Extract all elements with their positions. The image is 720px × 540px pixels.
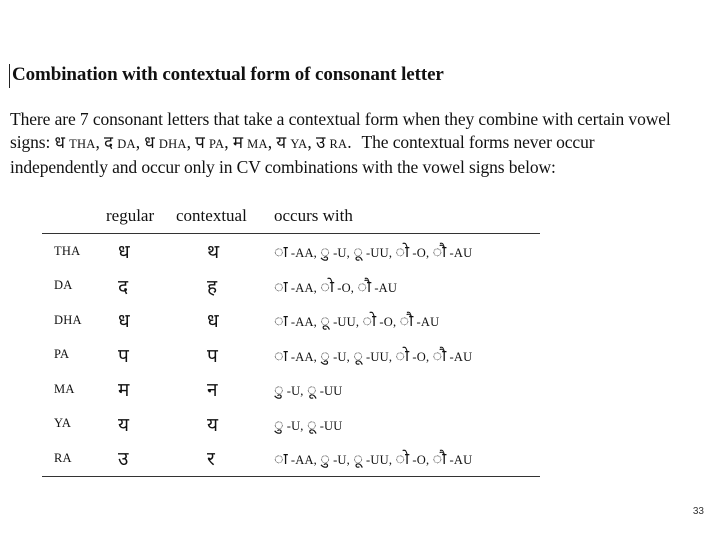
letter-item bbox=[55, 132, 100, 152]
letter-item bbox=[140, 132, 191, 152]
contextual-form: ह bbox=[207, 276, 218, 298]
vowel-sign-item bbox=[353, 453, 392, 467]
letter-separator: , bbox=[307, 132, 312, 152]
consonant-name: PA bbox=[54, 347, 70, 362]
vowel-sign: ौ bbox=[432, 244, 447, 262]
vowel-sign-item bbox=[433, 246, 473, 260]
letter-name: YA bbox=[290, 137, 308, 151]
vowel-sign: ु bbox=[320, 451, 331, 469]
vowel-sign: ू bbox=[306, 416, 317, 434]
occurs-with bbox=[274, 441, 540, 476]
table-row bbox=[42, 338, 540, 373]
vowel-sign: ा bbox=[274, 451, 288, 469]
occurs-with bbox=[274, 407, 540, 442]
consonant-name: MA bbox=[54, 381, 75, 396]
signs-prefix: signs: bbox=[10, 132, 51, 152]
vowel-sign-item bbox=[400, 315, 440, 329]
table-row bbox=[42, 407, 540, 442]
vowel-sign-item bbox=[395, 347, 430, 365]
vowel-sign-label: -AU bbox=[374, 280, 398, 295]
contextual-form: य bbox=[207, 414, 219, 436]
letter-item bbox=[229, 132, 272, 152]
regular-form: य bbox=[118, 414, 130, 436]
vowel-sign-label: -AU bbox=[449, 349, 473, 364]
vowel-sign: ौ bbox=[399, 313, 414, 331]
vowel-sign: ा bbox=[274, 278, 288, 296]
contextual-form: न bbox=[207, 380, 218, 402]
vowel-sign: ो bbox=[395, 244, 410, 262]
vowel-sign-label: -UU, bbox=[366, 246, 393, 261]
vowel-sign-item bbox=[396, 246, 430, 260]
letter-item bbox=[191, 132, 229, 152]
slide-title: Combination with contextual form of consonant letter bbox=[12, 64, 444, 85]
vowel-sign-label: -AU bbox=[449, 246, 473, 261]
vowel-sign-item bbox=[306, 416, 343, 434]
letter-glyph: ध bbox=[144, 133, 155, 152]
vowel-sign-label: -AA, bbox=[290, 349, 318, 364]
table-row bbox=[42, 269, 540, 304]
vowel-sign: ा bbox=[274, 313, 288, 331]
vowel-sign-label: -AA, bbox=[290, 246, 318, 261]
contextual-form: ध bbox=[207, 311, 219, 333]
vowel-sign-label: -U, bbox=[333, 453, 350, 468]
vowel-sign: ौ bbox=[432, 347, 447, 365]
letter-name: MA bbox=[247, 137, 268, 151]
contextual-form: र bbox=[207, 449, 215, 471]
vowel-sign-item bbox=[320, 453, 350, 467]
letter-separator: , bbox=[186, 132, 191, 152]
vowel-sign-item bbox=[274, 384, 304, 398]
table-header-row bbox=[42, 206, 540, 234]
vowel-sign-label: -AU bbox=[416, 315, 440, 330]
contextual-form: प bbox=[207, 345, 218, 367]
vowel-sign-item bbox=[320, 315, 359, 329]
vowel-sign: ु bbox=[320, 347, 331, 365]
title-rule bbox=[9, 64, 10, 88]
intro-paragraph bbox=[10, 108, 716, 179]
vowel-sign-label: -O, bbox=[337, 280, 355, 295]
regular-form: ध bbox=[118, 242, 130, 264]
occurs-with bbox=[274, 234, 540, 269]
intro-line-3: independently and occur only in CV combinations with the vowel signs below: bbox=[10, 157, 556, 177]
vowel-sign: ौ bbox=[357, 278, 372, 296]
contextual-form: थ bbox=[207, 242, 220, 264]
vowel-sign: ू bbox=[306, 382, 317, 400]
vowel-sign: ो bbox=[320, 278, 335, 296]
letter-list bbox=[55, 132, 352, 152]
table-row bbox=[42, 372, 540, 407]
header-occurs-with: occurs with bbox=[274, 206, 353, 225]
vowel-sign-item bbox=[274, 315, 317, 329]
regular-form: ध bbox=[118, 311, 130, 333]
table-body bbox=[42, 234, 540, 477]
vowel-sign: ू bbox=[353, 244, 364, 262]
vowel-sign-label: -O, bbox=[412, 246, 430, 261]
header-regular: regular bbox=[106, 206, 155, 225]
vowel-sign: ो bbox=[395, 347, 410, 365]
vowel-sign-label: -O, bbox=[412, 453, 430, 468]
vowel-sign: ु bbox=[274, 382, 284, 400]
vowel-sign-item bbox=[363, 315, 397, 329]
table-row bbox=[42, 234, 540, 269]
occurs-with bbox=[274, 303, 540, 338]
vowel-sign-label: -UU, bbox=[366, 349, 393, 364]
letter-separator: , bbox=[267, 132, 272, 152]
vowel-sign-item bbox=[274, 278, 318, 296]
vowel-sign-label: -AA, bbox=[290, 453, 318, 468]
letter-item bbox=[272, 132, 312, 152]
letter-name: PA bbox=[209, 137, 225, 151]
letter-item bbox=[100, 132, 140, 152]
letter-glyph: द bbox=[104, 133, 113, 152]
occurs-with bbox=[274, 269, 540, 304]
header-name bbox=[42, 206, 106, 234]
vowel-sign: ु bbox=[274, 416, 284, 434]
letter-glyph: ध bbox=[54, 133, 65, 152]
letter-glyph: प bbox=[195, 133, 205, 152]
vowel-sign: ा bbox=[274, 347, 288, 365]
consonant-name: YA bbox=[54, 416, 72, 431]
letter-glyph: य bbox=[276, 133, 287, 152]
vowel-sign-item bbox=[396, 453, 430, 467]
consonant-table bbox=[42, 206, 540, 477]
vowel-sign-label: -AU bbox=[449, 453, 473, 468]
vowel-sign-label: -U, bbox=[286, 384, 304, 399]
consonant-name: DHA bbox=[54, 312, 82, 327]
letter-glyph: म bbox=[232, 133, 243, 152]
vowel-sign: ू bbox=[353, 347, 364, 365]
vowel-sign-label: -U, bbox=[333, 349, 350, 364]
vowel-sign-label: -AA, bbox=[290, 315, 318, 330]
vowel-sign-item bbox=[274, 453, 317, 467]
table-row bbox=[42, 441, 540, 476]
vowel-sign-item bbox=[320, 347, 350, 365]
vowel-sign: ो bbox=[395, 451, 410, 469]
regular-form: उ bbox=[118, 449, 129, 471]
consonant-name: DA bbox=[54, 278, 73, 293]
vowel-sign-label: -UU bbox=[319, 384, 343, 399]
vowel-sign-item bbox=[274, 416, 304, 434]
intro-line-1: There are 7 consonant letters that take a contextual form when they combine with certain vowel bbox=[10, 109, 671, 129]
vowel-sign: ो bbox=[362, 313, 377, 331]
intro-line-2-tail: The contextual forms never occur bbox=[361, 132, 595, 152]
letter-item bbox=[312, 132, 352, 152]
vowel-sign-label: -UU, bbox=[366, 453, 393, 468]
table-row bbox=[42, 303, 540, 338]
consonant-name: RA bbox=[54, 450, 72, 465]
regular-form: म bbox=[118, 380, 130, 402]
vowel-sign-item bbox=[357, 278, 398, 296]
vowel-sign: ु bbox=[320, 244, 331, 262]
vowel-sign-label: -U, bbox=[333, 246, 350, 261]
regular-form: प bbox=[118, 345, 129, 367]
letter-separator: . bbox=[347, 132, 352, 152]
vowel-sign: ू bbox=[320, 313, 331, 331]
consonant-name: THA bbox=[54, 243, 81, 258]
vowel-sign-label: -UU, bbox=[333, 315, 360, 330]
vowel-sign-item bbox=[320, 246, 350, 260]
vowel-sign-label: -AA, bbox=[290, 280, 318, 295]
regular-form: द bbox=[118, 276, 129, 298]
occurs-with bbox=[274, 338, 540, 373]
vowel-sign-label: -O, bbox=[379, 315, 397, 330]
header-contextual: contextual bbox=[176, 206, 247, 225]
letter-name: DA bbox=[117, 137, 136, 151]
letter-separator: , bbox=[224, 132, 229, 152]
letter-separator: , bbox=[135, 132, 140, 152]
intro-line-2 bbox=[10, 131, 716, 156]
vowel-sign-item bbox=[274, 246, 317, 260]
vowel-sign-label: -U, bbox=[286, 418, 304, 433]
vowel-sign-item bbox=[353, 246, 392, 260]
vowel-sign: ू bbox=[353, 451, 364, 469]
vowel-sign-item bbox=[307, 384, 343, 398]
page-number: 33 bbox=[692, 506, 704, 517]
letter-separator: , bbox=[95, 132, 100, 152]
letter-name: DHA bbox=[158, 137, 187, 151]
vowel-sign-item bbox=[353, 347, 393, 365]
vowel-sign: ौ bbox=[432, 451, 447, 469]
vowel-sign-item bbox=[432, 347, 473, 365]
letter-name: RA bbox=[329, 137, 348, 151]
vowel-sign-item bbox=[320, 278, 355, 296]
vowel-sign-label: -UU bbox=[319, 418, 343, 433]
vowel-sign-label: -O, bbox=[412, 349, 430, 364]
vowel-sign-item bbox=[274, 347, 318, 365]
vowel-sign: ा bbox=[274, 244, 288, 262]
occurs-with bbox=[274, 372, 540, 407]
letter-glyph: उ bbox=[315, 133, 326, 152]
vowel-sign-item bbox=[433, 453, 473, 467]
letter-name: THA bbox=[69, 137, 96, 151]
